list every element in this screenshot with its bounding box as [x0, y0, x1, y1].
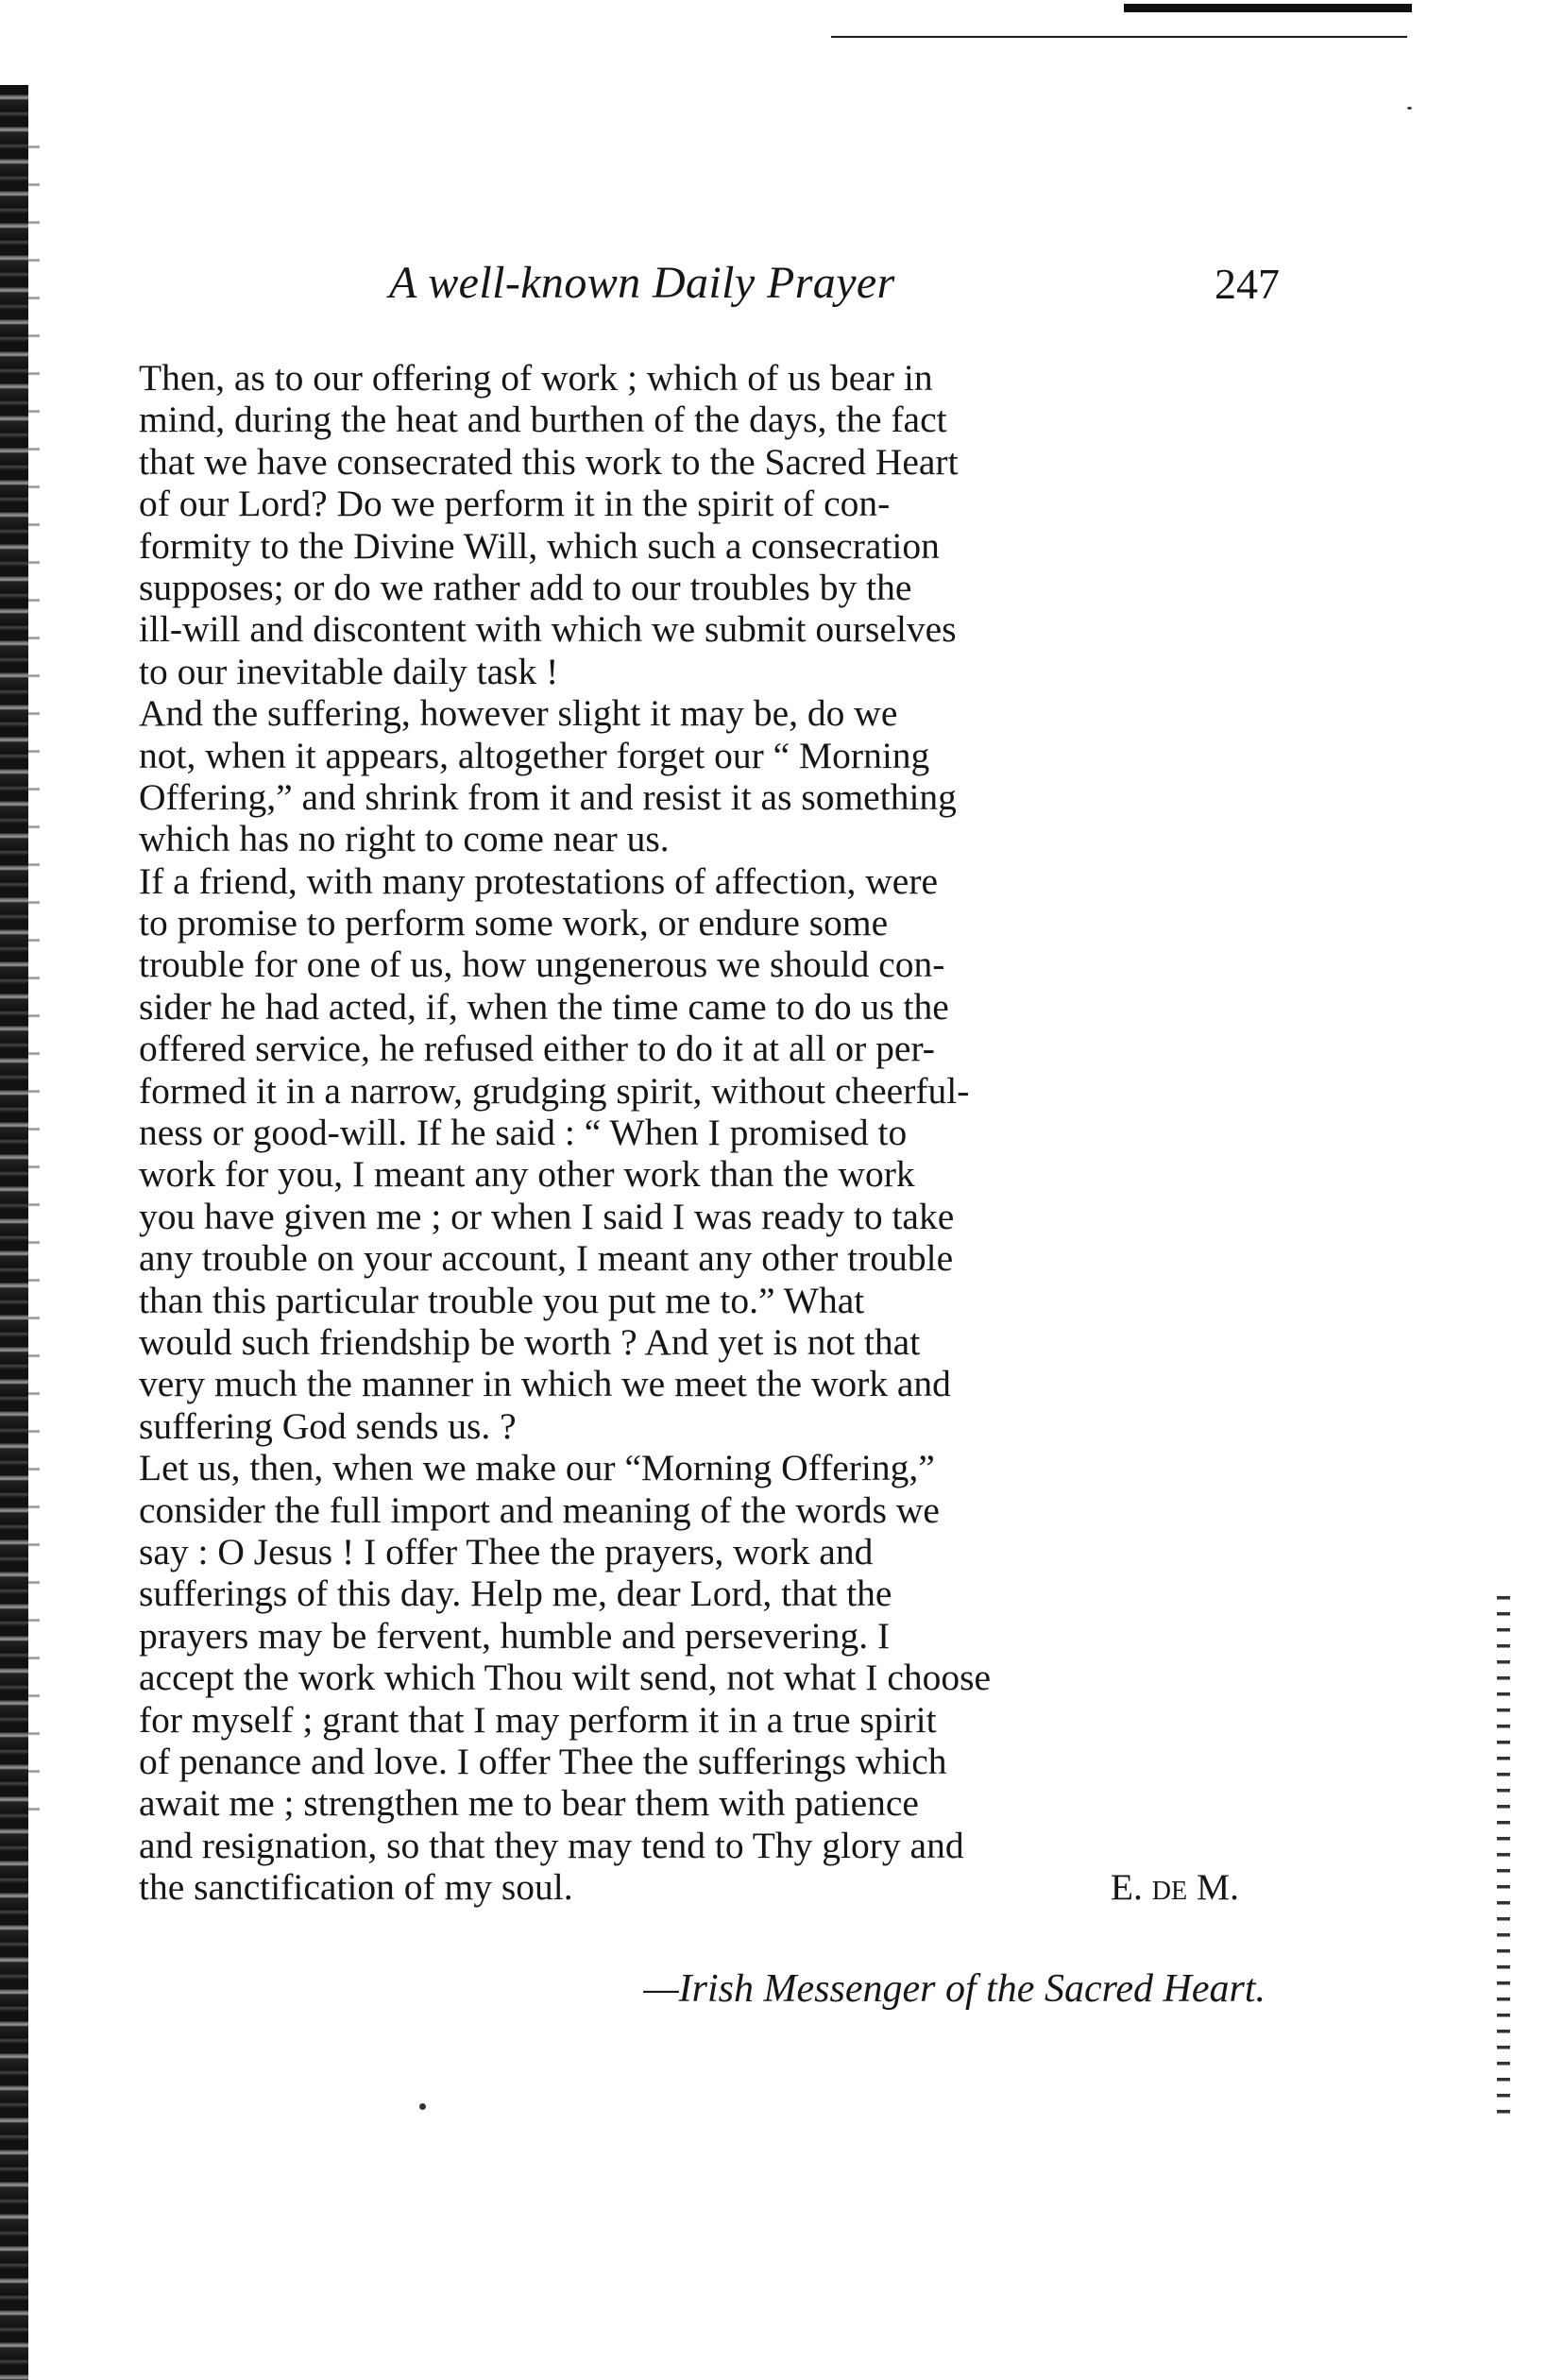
- text-line: [139, 1070, 1272, 1112]
- text-line: [139, 1825, 1272, 1866]
- line-text: sufferings of this day. Help me, dear Lord, that the: [139, 1572, 892, 1615]
- line-text: that we have consecrated this work to the Sacred Heart: [139, 440, 959, 483]
- line-text: accept the work which Thou wilt send, not what I choose: [139, 1657, 992, 1699]
- line-text: Then, as to our offering of work ; which of us bear in: [139, 357, 933, 399]
- text-line: [139, 1699, 1272, 1741]
- line-text: ill-will and discontent with which we submit ourselves: [139, 608, 957, 651]
- text-line: [139, 483, 1272, 524]
- line-text: which has no right to come near us.: [139, 818, 670, 860]
- text-line: [139, 441, 1272, 483]
- text-line: [139, 399, 1272, 440]
- line-text: prayers may be fervent, humble and persevering. I: [139, 1614, 891, 1657]
- text-line: [139, 1363, 1272, 1404]
- line-text: for myself ; grant that I may perform it in a true spirit: [139, 1698, 937, 1741]
- text-line: [139, 1028, 1272, 1069]
- line-text: say : O Jesus ! I offer Thee the prayers, work and: [139, 1530, 874, 1572]
- text-line: [139, 651, 1272, 692]
- text-line: [139, 944, 1272, 985]
- closing-text: the sanctification of my soul.: [139, 1866, 573, 1909]
- stray-mark: [419, 2103, 426, 2110]
- line-text: offered service, he refused either to do it at all or per-: [139, 1028, 935, 1070]
- text-line: [139, 818, 1272, 859]
- text-line: [139, 357, 1272, 399]
- line-text: very much the manner in which we meet the work and: [139, 1363, 951, 1405]
- source-attribution: —Irish Messenger of the Sacred Heart.: [643, 1967, 1266, 2011]
- line-text: than this particular trouble you put me to.” What: [139, 1279, 865, 1321]
- line-text: trouble for one of us, how ungenerous we should con-: [139, 944, 945, 986]
- page-number: 247: [1215, 260, 1280, 308]
- line-text: any trouble on your account, I meant any other trouble: [139, 1237, 954, 1280]
- text-line: [139, 1489, 1272, 1531]
- line-text: And the suffering, however slight it may be, do we: [139, 692, 898, 735]
- text-line: [139, 735, 1272, 776]
- line-text: Let us, then, when we make our “Morning Offering,”: [139, 1447, 935, 1489]
- line-text: formity to the Divine Will, which such a consecration: [139, 524, 940, 567]
- stray-mark: [1407, 107, 1412, 110]
- line-text: of our Lord? Do we perform it in the spirit of con-: [139, 483, 891, 525]
- text-line: [139, 1237, 1272, 1279]
- page-gutter-speckle: [28, 132, 40, 1832]
- line-text: to our inevitable daily task !: [139, 650, 559, 692]
- line-text: supposes; or do we rather add to our troubles by the: [139, 566, 912, 608]
- text-line: [139, 1280, 1272, 1321]
- top-edge-rule: [831, 36, 1407, 38]
- page-gutter-shadow: [0, 85, 28, 2380]
- right-margin-dots: [1497, 1596, 1510, 2125]
- text-line: [139, 1196, 1272, 1237]
- line-text: mind, during the heat and burthen of the days, the fact: [139, 399, 947, 441]
- body-text: [139, 357, 1272, 1908]
- line-text: formed it in a narrow, grudging spirit, without cheerful-: [139, 1069, 970, 1112]
- line-text: would such friendship be worth ? And yet is not that: [139, 1320, 921, 1363]
- line-text: ness or good-will. If he said : “ When I promised to: [139, 1112, 908, 1154]
- line-text: consider the full import and meaning of the words we: [139, 1488, 940, 1531]
- line-text: you have given me ; or when I said I was ready to take: [139, 1195, 955, 1237]
- text-line: [139, 1615, 1272, 1657]
- running-head: [151, 257, 1280, 317]
- line-text: suffering God sends us. ?: [139, 1404, 517, 1447]
- text-line: [139, 608, 1272, 650]
- text-line: [139, 1321, 1272, 1363]
- text-line: [139, 902, 1272, 944]
- line-text: of penance and love. I offer Thee the sufferings which: [139, 1740, 947, 1782]
- closing-line: [139, 1866, 1272, 1908]
- text-line: [139, 1782, 1272, 1824]
- text-line: [139, 1531, 1272, 1572]
- text-line: [139, 567, 1272, 608]
- text-line: [139, 1112, 1272, 1153]
- line-text: and resignation, so that they may tend to Thy glory and: [139, 1824, 964, 1866]
- text-line: [139, 1447, 1272, 1488]
- running-title: A well-known Daily Prayer: [389, 258, 895, 308]
- text-line: [139, 1741, 1272, 1782]
- text-line: [139, 525, 1272, 567]
- text-line: [139, 986, 1272, 1028]
- text-line: [139, 860, 1272, 902]
- top-edge-rule-thick: [1124, 4, 1412, 12]
- line-text: Offering,” and shrink from it and resist it as something: [139, 775, 957, 818]
- text-line: [139, 1405, 1272, 1447]
- line-text: not, when it appears, altogether forget our “ Morning: [139, 734, 930, 776]
- line-text: If a friend, with many protestations of affection, were: [139, 859, 939, 902]
- line-text: to promise to perform some work, or endure some: [139, 902, 889, 944]
- text-line: [139, 776, 1272, 818]
- text-line: [139, 692, 1272, 734]
- text-line: [139, 1153, 1272, 1195]
- line-text: await me ; strengthen me to bear them with patience: [139, 1782, 919, 1825]
- line-text: sider he had acted, if, when the time came to do us the: [139, 985, 949, 1028]
- text-line: [139, 1657, 1272, 1698]
- line-text: work for you, I meant any other work than the work: [139, 1153, 915, 1196]
- author-signature: E. de M.: [1110, 1866, 1239, 1909]
- text-line: [139, 1572, 1272, 1614]
